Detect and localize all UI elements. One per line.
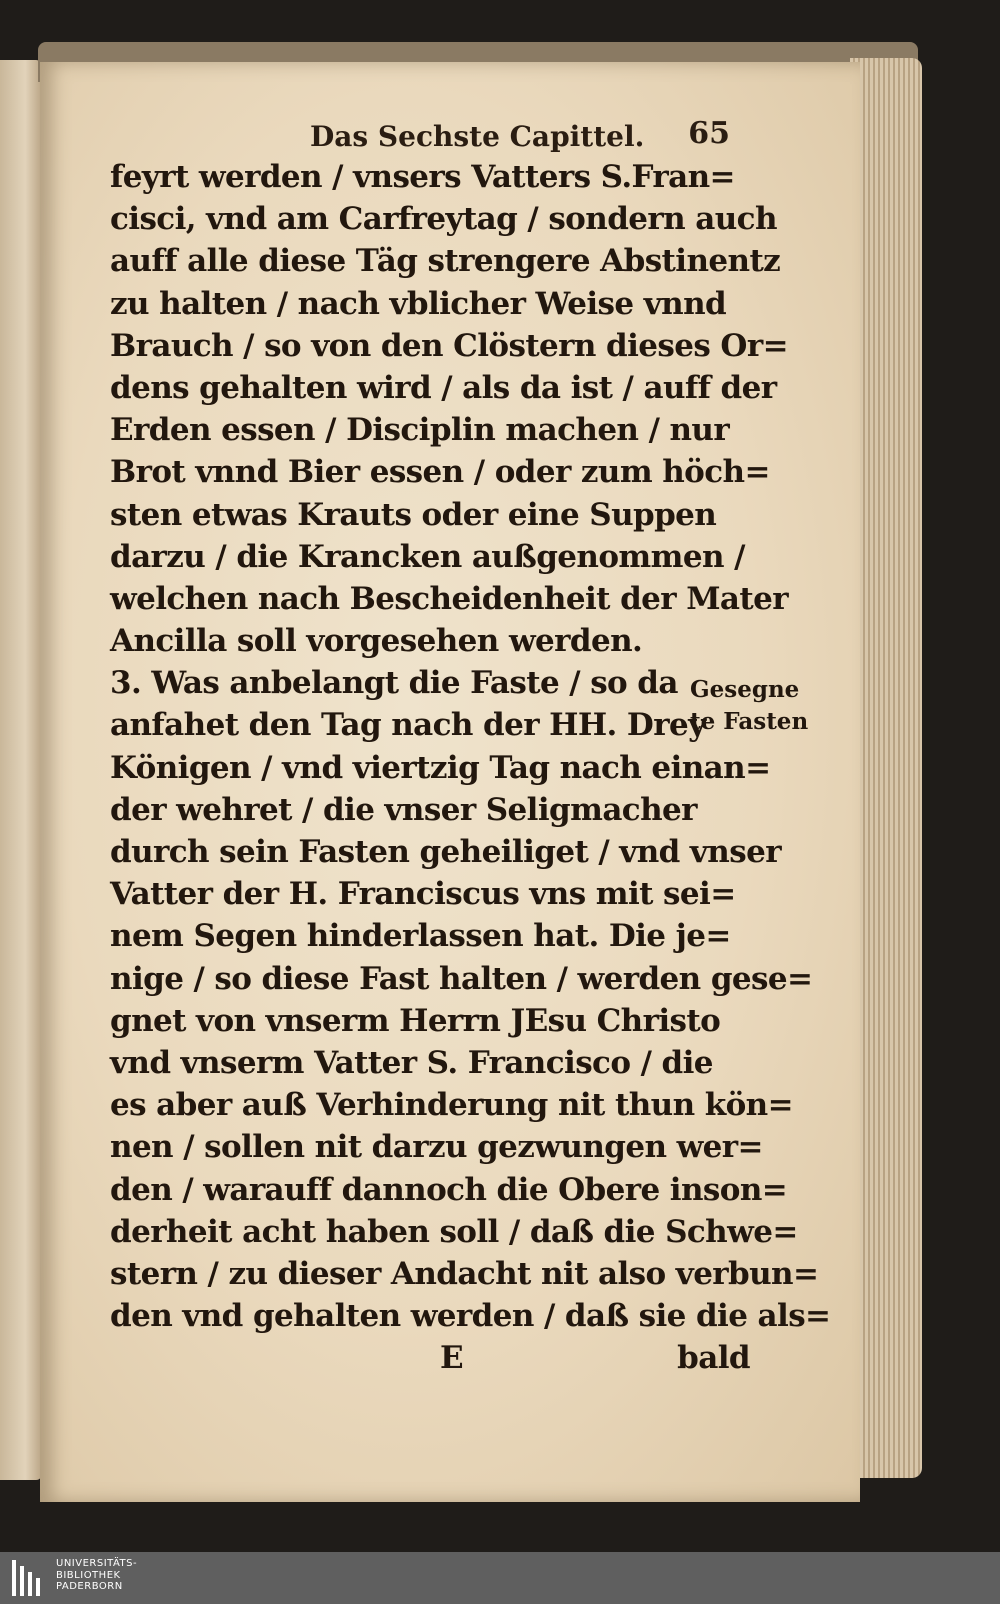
text-line: zu halten / nach vblicher Weise vnnd — [110, 285, 727, 322]
library-name-line: BIBLIOTHEK — [56, 1569, 121, 1581]
text-line: den / warauff dannoch die Obere inson= — [110, 1171, 788, 1208]
book-page — [40, 62, 860, 1502]
text-line: Brauch / so von den Clöstern dieses Or= — [110, 327, 788, 364]
page-edges — [850, 58, 922, 1478]
catchword: bald — [677, 1340, 750, 1377]
text-line: vnd vnserm Vatter S. Francisco / die — [110, 1044, 713, 1081]
text-line: darzu / die Krancken außgenommen / — [110, 538, 745, 575]
text-line: nige / so diese Fast halten / werden gese= — [110, 960, 813, 997]
page-number: 65 — [688, 116, 730, 151]
library-name-line: PADERBORN — [56, 1581, 123, 1592]
text-line: gnet von vnserm Herrn JEsu Christo — [110, 1002, 721, 1039]
running-title: Das Sechste Capittel. — [310, 120, 645, 153]
body-text — [110, 156, 831, 1379]
text-line: dens gehalten wird / als da ist / auff der — [110, 369, 777, 406]
text-line: Königen / vnd viertzig Tag nach einan= — [110, 749, 771, 786]
text-line: Erden essen / Disciplin machen / nur — [110, 412, 730, 449]
text-line: es aber auß Verhinderung nit thun kön= — [110, 1087, 793, 1124]
text-line: durch sein Fasten geheiliget / vnd vnser — [110, 834, 781, 870]
text-line: nen / sollen nit darzu gezwungen wer= — [110, 1129, 763, 1166]
text-line: 3. Was anbelangt die Faste / so da — [110, 665, 678, 702]
signature-mark: E — [440, 1340, 464, 1377]
left-page-edge — [0, 60, 42, 1480]
library-footer — [0, 1552, 1000, 1604]
text-line: sten etwas Krauts oder eine Suppen — [110, 496, 717, 533]
text-line: Ancilla soll vorgesehen werden. — [110, 623, 643, 660]
text-line: derheit acht haben soll / daß die Schwe= — [110, 1213, 798, 1250]
text-line: Brot vnnd Bier essen / oder zum höch= — [110, 454, 770, 491]
text-line: auff alle diese Täg strengere Abstinentz — [110, 243, 781, 280]
signature-line — [110, 1337, 750, 1379]
text-line: Vatter der H. Franciscus vns mit sei= — [110, 876, 736, 913]
page-header — [310, 116, 730, 160]
text-line: den vnd gehalten werden / daß sie die als= — [110, 1298, 831, 1335]
text-line: nem Segen hinderlassen hat. Die je= — [110, 918, 731, 955]
text-line: der wehret / die vnser Seligmacher — [110, 791, 697, 828]
library-logo-icon — [12, 1560, 48, 1596]
margin-note-line: te Fasten — [690, 708, 809, 735]
text-line: welchen nach Bescheidenheit der Mater — [110, 580, 788, 617]
text-line: cisci, vnd am Carfreytag / sondern auch — [110, 201, 777, 238]
margin-note-line: Gesegne — [690, 676, 800, 703]
text-line: anfahet den Tag nach der HH. Drey — [110, 707, 706, 744]
library-name — [56, 1558, 137, 1593]
margin-note — [690, 674, 810, 738]
text-line: feyrt werden / vnsers Vatters S.Fran= — [110, 159, 735, 195]
library-name-line: UNIVERSITÄTS- — [56, 1558, 138, 1569]
text-line: stern / zu dieser Andacht nit also verbun= — [110, 1255, 819, 1292]
